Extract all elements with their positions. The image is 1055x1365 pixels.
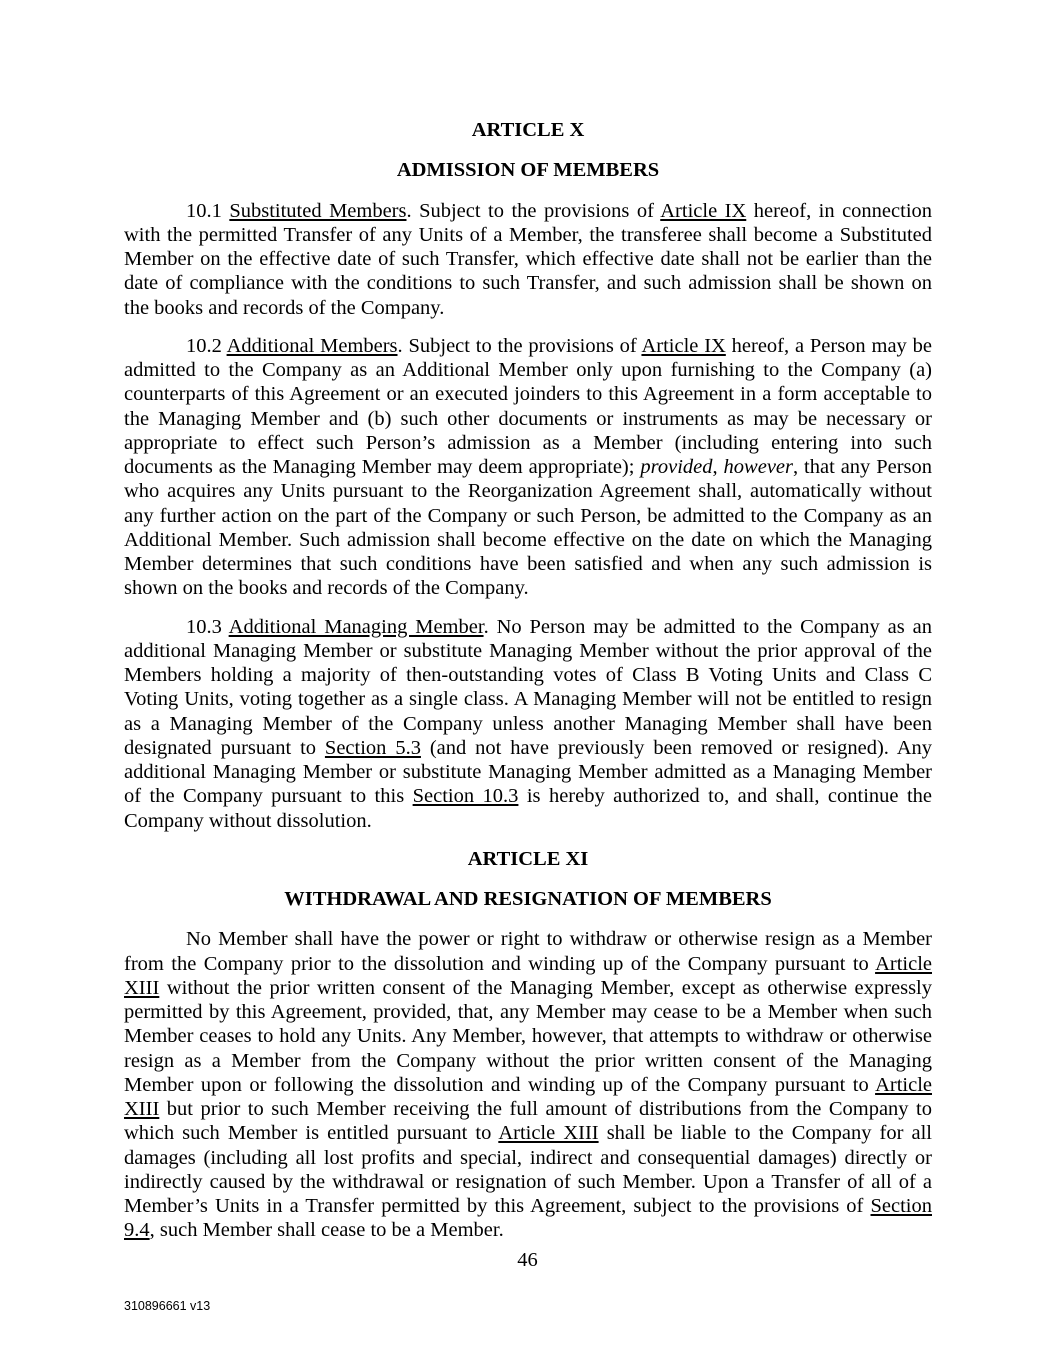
underlined-reference: Section 10.3 — [412, 785, 519, 808]
underlined-reference: Section 5.3 — [324, 736, 421, 759]
section-10-2-paragraph: 10.2 Additional Members. Subject to the provisions of Article IX hereof, a Person may be admitted to the Company as an Additional Member only upon furnishing to the Company (a) counterparts of this Agreement or an executed joinders to this Agreement in a form acceptable to the Managing Member and (b) such other documents or instruments as may be necessary or appropriate to effect such Person’s admission as a Member (including entering into such documents as the Managing Member may deem appropriate); provided, however, that any Person who acquires any Units pursuant to the Reorganization Agreement shall, automatically without any further action on the part of the Company or such Person, be admitted to the Company as an Additional Member. Such admission shall become effective on the date on which the Managing Member determines that such conditions have been satisfied and when any such admission is shown on the books and records of the Company. — [124, 334, 933, 600]
page-number: 46 — [517, 1249, 538, 1271]
document-id-footer: 310896661 v13 — [124, 1299, 211, 1313]
underlined-reference: Article XIII — [124, 1073, 932, 1120]
underlined-reference: Article IX — [660, 199, 747, 222]
article-xi-heading: ARTICLE XI — [467, 847, 589, 870]
article-xi-title: WITHDRAWAL AND RESIGNATION OF MEMBERS — [284, 888, 772, 910]
underlined-reference: Article XIII — [498, 1122, 599, 1145]
underlined-reference: Substituted Members — [229, 199, 407, 222]
document-body — [124, 118, 932, 1243]
underlined-reference: Additional Managing Member — [228, 615, 484, 638]
article-x-title: ADMISSION OF MEMBERS — [396, 159, 660, 182]
underlined-reference: Article IX — [641, 334, 726, 357]
section-10-3-paragraph: 10.3 Additional Managing Member. No Person may be admitted to the Company as an additional Managing Member or substitute Managing Member without the prior approval of the Members holding a majority of then-outstanding votes of Class B Voting Units and Class C Voting Units, voting together as a single class. A Managing Member will not be entitled to resign as a Managing Member of the Company unless another Managing Member shall have been designated pursuant to Section 5.3 (and not have previously been removed or resigned). Any additional Managing Member or substitute Managing Member admitted as a Managing Member of the Company pursuant to this Section 10.3 is hereby authorized to, and shall, continue the Company without dissolution. — [124, 615, 932, 832]
italic-text: provided — [640, 456, 713, 478]
underlined-reference: Article XIII — [124, 952, 932, 999]
article-xi-paragraph: No Member shall have the power or right to withdraw or otherwise resign as a Member from the Company prior to the dissolution and winding up of the Company pursuant to Article XIII without the prior written consent of the Managing Member, except as otherwise expressly permitted by this Agreement, provided, that, any Member may cease to be a Member when such Member ceases to hold any Units. Any Member, however, that attempts to withdraw or otherwise resign as a Member from the Company without the prior written consent of the Managing Member upon or following the dissolution and winding up of the Company pursuant to Article XIII but prior to such Member receiving the full amount of distributions from the Company to which such Member is entitled pursuant to Article XIII shall be liable to the Company for all damages (including all lost profits and special, indirect and consequential damages) directly or indirectly caused by the withdrawal or resignation of such Member. Upon a Transfer of all of a Member’s Units in a Transfer permitted by this Agreement, subject to the provisions of Section 9.4, such Member shall cease to be a Member. — [124, 928, 933, 1242]
section-10-1-paragraph: 10.1 Substituted Members. Subject to the provisions of Article IX hereof, in connection with the permitted Transfer of any Units of a Member, the transferee shall become a Substituted Member on the effective date of such Transfer, which effective date shall not be earlier than the date of compliance with the conditions to such Transfer, and such admission shall be shown on the books and records of the Company. — [124, 199, 933, 319]
italic-text: however — [723, 456, 793, 478]
article-x-heading: ARTICLE X — [471, 119, 585, 141]
underlined-reference: Additional Members — [226, 334, 398, 357]
underlined-reference: Section 9.4 — [124, 1195, 932, 1242]
